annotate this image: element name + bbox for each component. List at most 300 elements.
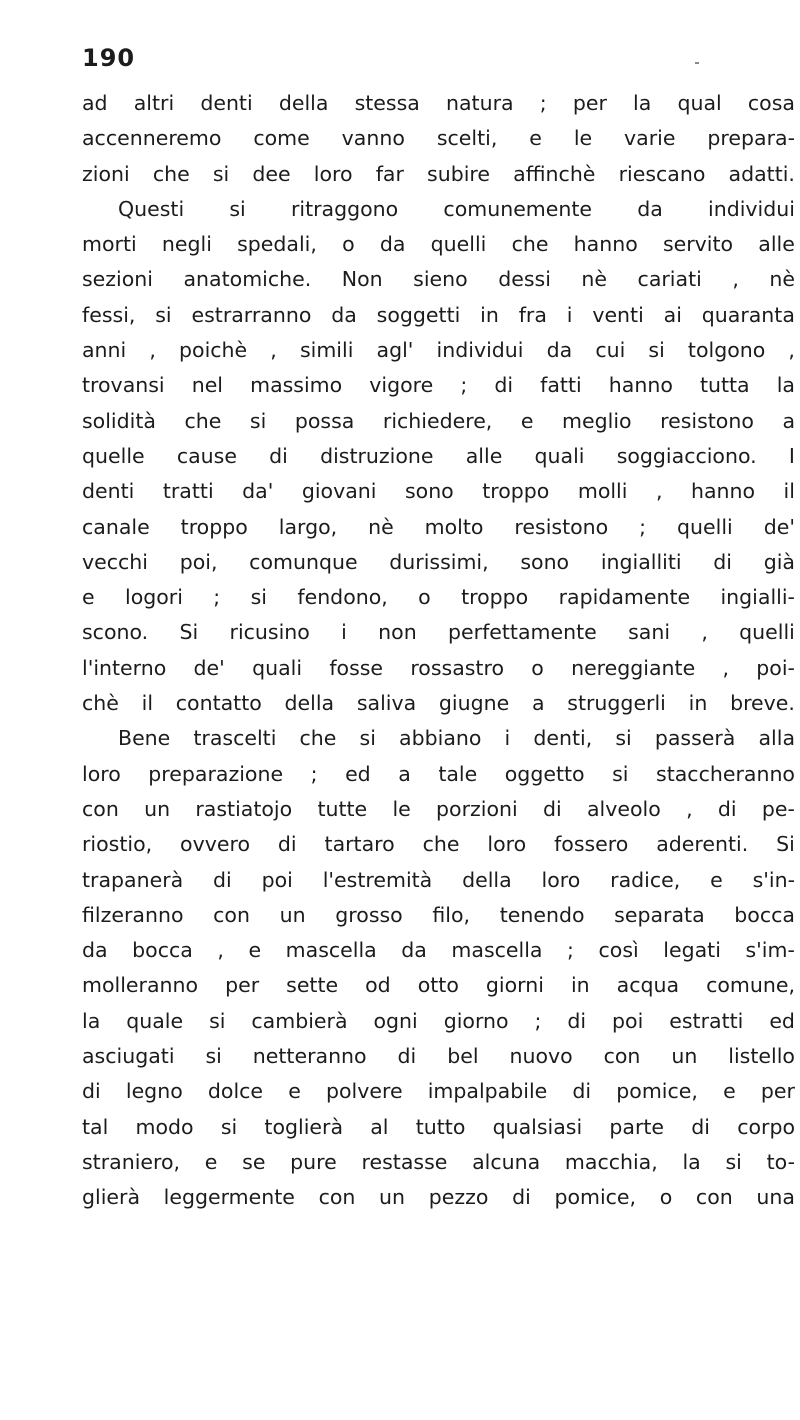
word: per [760,1079,795,1104]
word: di [277,832,297,857]
word: scono. [82,620,149,645]
word: spedali, [237,232,317,257]
word: , [217,938,224,963]
word: tal [82,1114,109,1139]
word: dessi [498,267,551,292]
word: anni [82,338,127,363]
word: di [512,1185,531,1210]
word: struggerli [567,691,666,716]
text-line [82,192,795,227]
word: pure [290,1149,337,1174]
word: Non [341,267,383,292]
word: nè [769,267,795,292]
word: ; [534,1008,542,1033]
word: nuovo [509,1044,573,1069]
word: un [379,1185,406,1210]
word: poichè [179,338,248,363]
word: da' [242,479,274,504]
word: da [379,232,406,257]
word: cosa [747,91,795,115]
word: che [422,832,460,857]
word: trascelti [193,726,277,751]
word: cambierà [251,1008,348,1033]
word: denti [200,91,253,115]
word: cariati [637,267,702,292]
word: fatti [540,373,582,398]
word: resistono [660,408,754,433]
word: a [782,408,795,433]
word: cause [176,443,237,468]
word: accenneremo [82,126,222,151]
word: meglio [562,408,632,433]
word: morti [82,232,137,257]
word: quelle [82,443,145,468]
text-line [82,474,795,509]
word: hanno [608,373,673,398]
word: con [82,796,119,821]
word: la [776,373,795,398]
word: sani [628,620,671,645]
text-line [82,898,795,933]
word: le [573,126,593,151]
word: , [270,338,277,363]
word: aderenti. [656,832,749,857]
word: legati [663,938,721,963]
text-line [82,757,795,792]
word: ed [769,1008,795,1033]
word: radice, [610,867,681,892]
word: loro [313,161,353,186]
word: molto [424,514,484,539]
word: Questi [118,196,185,221]
word: possa [294,408,355,433]
word: perfettamente [448,620,597,645]
word: , [722,655,729,680]
text-line [82,580,795,615]
text-line [82,1004,795,1039]
word: individui [708,196,795,221]
word: si [725,1149,742,1174]
word: individui [436,338,524,363]
word: di [82,1079,101,1104]
word: hanno [690,479,756,504]
word: di [567,1008,587,1033]
word: i [341,620,347,645]
word: che [184,408,222,433]
word: a [531,691,545,716]
word: soggiacciono. [616,443,757,468]
word: fossero [554,832,629,857]
word: , [732,267,739,292]
word: solidità [82,408,156,433]
word: simili [299,338,354,363]
word: l'estremità [322,867,433,892]
word: di [543,796,562,821]
word: servito [662,232,734,257]
word: di [717,796,737,821]
word: polvere [325,1079,403,1104]
word: o [342,232,355,257]
word: estrarranno [191,302,312,327]
word: si [155,302,172,327]
word: passerà [654,726,736,751]
word: de' [193,655,225,680]
text-line [82,615,795,650]
word: chè [82,691,119,716]
word: loro [487,832,527,857]
word: filzeranno [82,902,184,927]
text-line [82,298,795,333]
word: pomice, [616,1079,698,1104]
word: troppo [461,585,529,610]
word: il [141,691,154,716]
word: si [212,161,230,186]
word: si [209,1008,226,1033]
word: sono [520,549,570,574]
word: ; [310,761,318,786]
word: da [546,338,573,363]
word: prepara- [707,126,795,151]
word: scelti, [436,126,498,151]
word: in [480,302,499,327]
word: Si [179,620,199,645]
body-text [82,86,795,1216]
word: troppo [482,479,550,504]
word: mascella [285,938,377,963]
word: si [220,1114,238,1139]
word: si [250,585,267,610]
word: dee [252,161,291,186]
word: tartaro [324,832,395,857]
word: giovani [301,479,377,504]
text-line [82,968,795,1003]
word: e [248,938,262,963]
word: poi- [756,655,795,680]
page-number: 190 [82,44,136,72]
text-line [82,1145,795,1180]
word: e [520,408,534,433]
word: , [149,338,156,363]
word: cui [595,338,626,363]
word: di [572,1079,592,1104]
word: e [529,126,542,151]
word: modo [135,1114,194,1139]
word: estratti [669,1008,744,1033]
word: canale [82,514,150,539]
word: saliva [356,691,417,716]
word: ai [663,302,682,327]
word: da [331,302,357,327]
word: loro [82,761,121,786]
word: fessi, [82,302,136,327]
word: far [375,161,404,186]
word: già [763,549,795,574]
word: netteranno [252,1044,367,1069]
word: macchia, [564,1149,658,1174]
word: to- [766,1149,795,1174]
word: riostio, [82,832,153,857]
text-line [82,262,795,297]
word: si [359,726,376,751]
word: quali [252,655,303,680]
word: zioni [82,161,130,186]
word: resistono [514,514,609,539]
word: comunemente [443,196,593,221]
word: fendono, [297,585,388,610]
word: sono [404,479,454,504]
word: nè [368,514,394,539]
word: de' [763,514,795,539]
word: che [299,726,337,751]
word: tale [438,761,478,786]
word: subire [427,161,491,186]
word: logori [125,585,183,610]
word: ; [213,585,221,610]
word: Bene [118,726,171,751]
word: rossastro [410,655,504,680]
word: soggetti [376,302,461,327]
word: al [370,1114,389,1139]
word: giugne [438,691,510,716]
text-line [82,863,795,898]
word: asciugati [82,1044,175,1069]
text-line [82,227,795,262]
word: staccheranno [656,761,795,786]
word: natura [446,91,514,115]
word: sezioni [82,267,153,292]
word: quali [534,443,585,468]
word: e [82,585,95,610]
word: e [723,1079,736,1104]
word: si [612,761,629,786]
word: ritraggono [290,196,399,221]
word: ; [567,938,574,963]
word: , [686,796,693,821]
word: quale [126,1008,184,1033]
word: I [788,443,795,468]
word: trapanerà [82,867,184,892]
word: e [710,867,723,892]
word: vecchi [82,549,148,574]
word: , [655,479,663,504]
text-line [82,721,795,756]
word: , [788,338,795,363]
word: s'in- [752,867,795,892]
word: pe- [761,796,795,821]
text-line [82,792,795,827]
word: nè [581,267,608,292]
word: trovansi [82,373,165,398]
word: le [392,796,411,821]
word: o [418,585,431,610]
word: con [213,902,250,927]
word: da [82,938,108,963]
text-line [82,933,795,968]
word: otto [417,973,459,998]
word: sieno [413,267,468,292]
word: alle [465,443,503,468]
word: ingialliti [600,549,682,574]
word: listello [728,1044,795,1069]
word: denti [82,479,135,504]
text-line [82,651,795,686]
word: a [398,761,411,786]
word: poi, [179,549,218,574]
word: o [659,1185,673,1210]
print-mark [695,62,699,64]
word: ogni [373,1008,418,1033]
word: od [365,973,391,998]
word: con [318,1185,356,1210]
word: giorno [443,1008,509,1033]
word: quaranta [701,302,795,327]
word: venti [592,302,644,327]
text-line [82,1180,795,1215]
word: così [598,938,639,963]
text-line [82,827,795,862]
word: adatti. [728,161,795,186]
word: di [713,549,733,574]
word: riescano [618,161,706,186]
text-line [82,1074,795,1109]
word: da [637,196,663,221]
word: ingialli- [720,585,795,610]
word: massimo [250,373,343,398]
word: fosse [329,655,384,680]
text-line [82,545,795,580]
word: un [671,1044,698,1069]
text-line [82,368,795,403]
word: la [633,91,652,115]
word: per [225,973,260,998]
word: anatomiche. [183,267,312,292]
word: mascella [451,938,543,963]
word: restasse [361,1149,448,1174]
word: il [783,479,795,504]
word: qualsiasi [492,1114,583,1139]
word: tutta [699,373,750,398]
word: di [494,373,514,398]
word: straniero, [82,1149,181,1174]
word: varie [624,126,676,151]
word: dolce [207,1079,264,1104]
word: in [688,691,708,716]
word: distruzione [320,443,434,468]
word: alle [758,232,795,257]
word: pezzo [428,1185,489,1210]
word: ; [639,514,647,539]
text-line [82,86,795,121]
word: nereggiante [571,655,696,680]
word: durissimi, [389,549,489,574]
word: grosso [335,902,403,927]
text-line [82,121,795,156]
word: da [401,938,427,963]
word: qual [677,91,722,115]
word: ricusino [229,620,310,645]
word: tratti [162,479,214,504]
word: vigore [369,373,434,398]
word: parte [609,1114,665,1139]
word: non [378,620,417,645]
word: preparazione [148,761,284,786]
text-line [82,1039,795,1074]
word: filo, [432,902,471,927]
word: si [648,338,665,363]
word: troppo [180,514,248,539]
word: della [284,691,335,716]
word: contatto [175,691,262,716]
word: vanno [341,126,405,151]
word: di [213,867,232,892]
word: bel [447,1044,479,1069]
word: corpo [737,1114,795,1139]
word: porzioni [436,796,518,821]
word: con [603,1044,641,1069]
word: agl' [376,338,414,363]
text-line [82,686,795,721]
word: sette [286,973,339,998]
word: la [82,1008,101,1033]
word: poi [612,1008,644,1033]
text-line [82,1110,795,1145]
word: separata [614,902,705,927]
word: tolgono [687,338,766,363]
word: per [572,91,607,115]
word: negli [161,232,212,257]
word: tenendo [499,902,585,927]
word: , [701,620,708,645]
word: quelli [739,620,795,645]
word: pomice, [554,1185,637,1210]
word: comunque [249,549,358,574]
word: tutte [317,796,368,821]
word: i [504,726,511,751]
text-line [82,333,795,368]
word: hanno [573,232,638,257]
word: di [397,1044,417,1069]
word: toglierà [264,1114,344,1139]
word: s'im- [745,938,795,963]
word: legno [125,1079,183,1104]
word: alla [758,726,795,751]
word: molli [577,479,628,504]
word: richiedere, [382,408,493,433]
word: con [695,1185,733,1210]
text-line [82,157,795,192]
word: si [229,196,246,221]
word: come [253,126,310,151]
word: loro [541,867,581,892]
word: la [682,1149,701,1174]
word: l'interno [82,655,167,680]
word: impalpabile [427,1079,548,1104]
word: di [691,1114,710,1139]
word: in [570,973,590,998]
word: stessa [354,91,420,115]
word: e [204,1149,218,1174]
word: comune, [706,973,795,998]
word: si [615,726,632,751]
word: oggetto [504,761,585,786]
word: affinchè [513,161,596,186]
word: rastiatojo [195,796,293,821]
word: fra [518,302,547,327]
word: ovvero [180,832,250,857]
word: giorni [485,973,544,998]
word: un [279,902,306,927]
word: glierà [82,1185,141,1210]
